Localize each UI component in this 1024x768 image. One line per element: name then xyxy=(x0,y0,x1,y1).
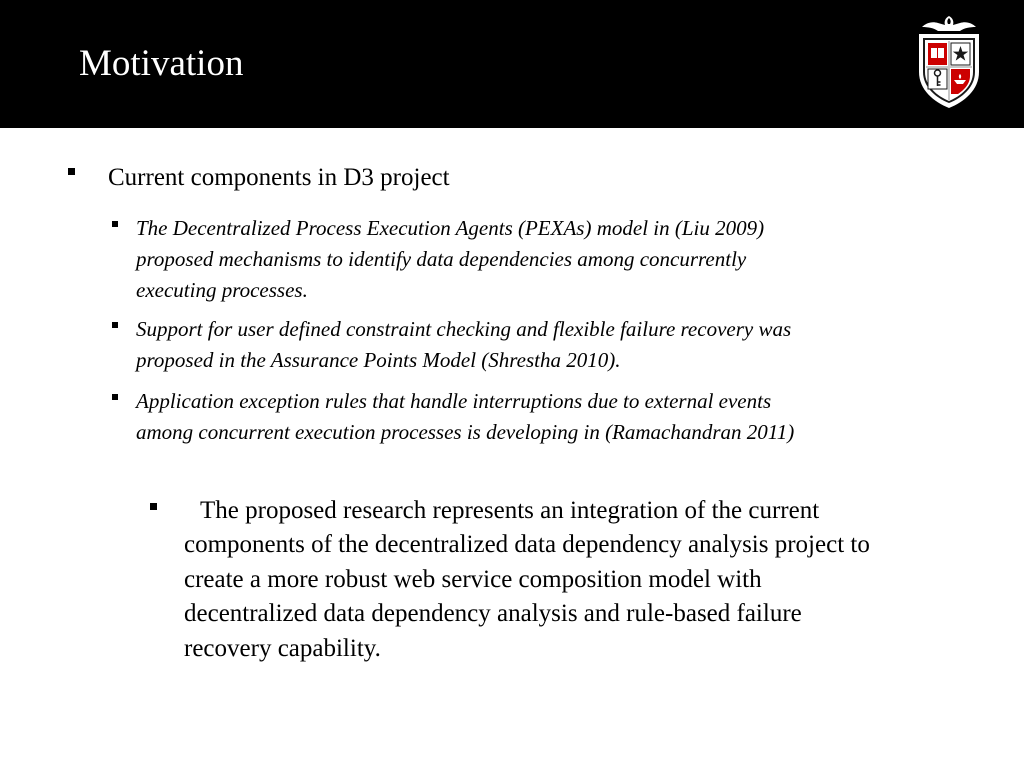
sub-bullet-3-line-2: among concurrent execution processes is developing in (Ramachandran 2011) xyxy=(136,420,795,444)
sub-bullet-1-line-1: The Decentralized Process Execution Agents (PEXAs) model in (Liu 2009) xyxy=(136,216,765,240)
university-shield-logo xyxy=(914,14,984,110)
conclusion-line-1: The proposed research represents an integration of the current xyxy=(200,497,820,524)
sub-bullet-2-line-1: Support for user defined constraint checking and flexible failure recovery was xyxy=(136,317,792,341)
sub-bullet-1-line-3: executing processes. xyxy=(136,278,308,302)
conclusion-line-4: decentralized data dependency analysis and rule-based failure xyxy=(184,600,802,627)
sub-bullet-marker xyxy=(112,394,118,400)
sub-bullet-3-line-1: Application exception rules that handle interruptions due to external events xyxy=(136,389,772,413)
slide-title: Motivation xyxy=(79,43,244,84)
sub-bullet-marker xyxy=(112,221,118,227)
sub-bullet-2-line-2: proposed in the Assurance Points Model (Shrestha 2010). xyxy=(136,348,621,372)
bullet-marker xyxy=(68,168,75,175)
conclusion-line-2: components of the decentralized data dependency analysis project to xyxy=(184,531,870,558)
slide-header xyxy=(0,0,1024,128)
conclusion-line-5: recovery capability. xyxy=(184,635,381,662)
bullet-level1-text: Current components in D3 project xyxy=(108,164,450,191)
sub-bullet-marker xyxy=(112,322,118,328)
bullet-marker xyxy=(150,503,157,510)
conclusion-line-3: create a more robust web service composition model with xyxy=(184,566,762,593)
sub-bullet-1-line-2: proposed mechanisms to identify data dependencies among concurrently xyxy=(136,247,747,271)
